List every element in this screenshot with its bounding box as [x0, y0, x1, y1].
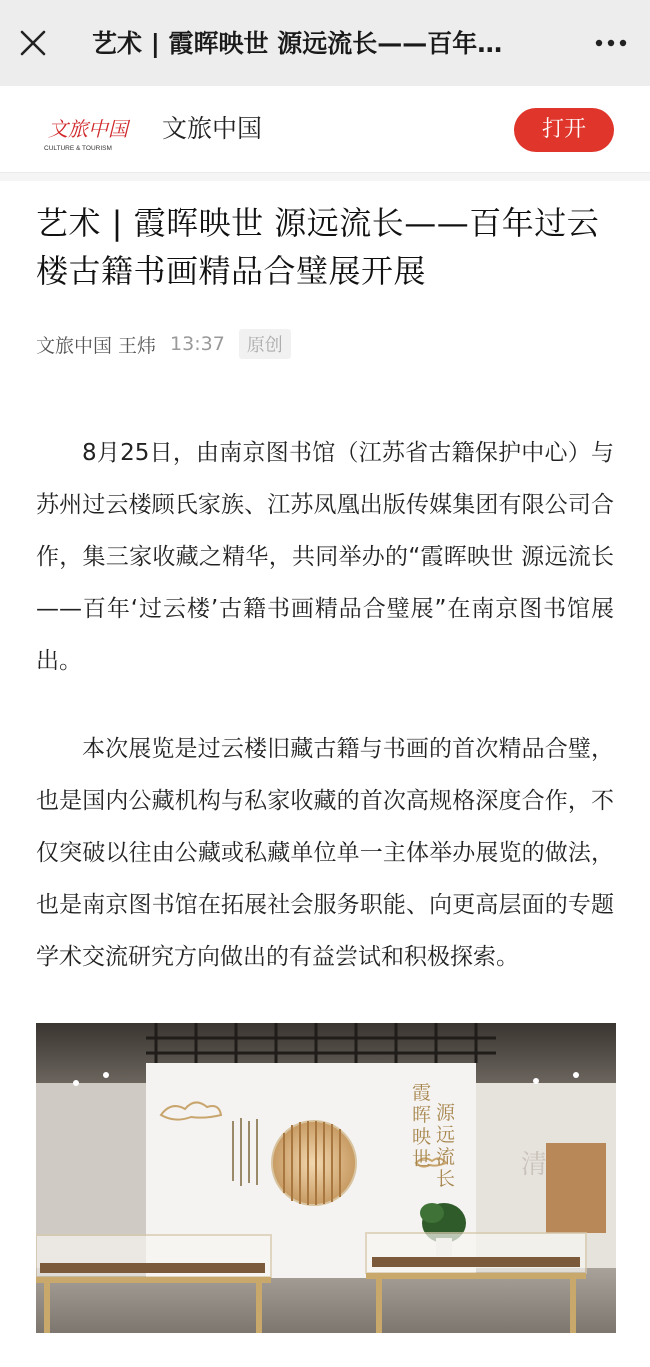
author-link[interactable]: 文旅中国 王炜: [36, 334, 157, 357]
top-nav-bar: [0, 0, 650, 86]
logo-text-sub: CULTURE & TOURISM: [44, 145, 112, 152]
account-logo: [40, 106, 130, 154]
exhibition-photo[interactable]: [36, 1023, 616, 1333]
article-body: [0, 199, 650, 1333]
wall-title-left: 霞晖映世: [412, 1082, 432, 1170]
original-badge: 原创: [239, 329, 291, 359]
divider: [0, 173, 650, 181]
account-bar: [0, 86, 650, 173]
article-paragraph: 本次展览是过云楼旧藏古籍与书画的首次精品合璧，也是国内公藏机构与私家收藏的首次高规格深度合作，不仅突破以往由公藏或私藏单位单一主体举办展览的做法，也是南京图书馆在拓展社会服务职能、向更高层面的专题学术交流研究方向做出的有益尝试和积极探索。: [36, 736, 614, 970]
side-wood-panel: [546, 1143, 606, 1233]
publish-time: 13:37: [170, 333, 225, 355]
open-app-button[interactable]: 打开: [514, 108, 614, 152]
logo-text-main: 文旅中国: [48, 117, 128, 141]
side-wall-char: 清: [521, 1150, 548, 1180]
account-name[interactable]: 文旅中国: [162, 114, 263, 143]
close-icon[interactable]: [18, 28, 48, 58]
more-dots-icon[interactable]: [594, 32, 628, 54]
article-meta: [36, 329, 614, 359]
wall-title-right: 源远流长: [436, 1102, 456, 1190]
article-title: 艺术 | 霞晖映世 源远流长——百年过云楼古籍书画精品合璧展开展: [36, 204, 600, 290]
nav-title: 艺术 | 霞晖映世 源远流长——百年…: [92, 29, 503, 58]
article-paragraph: 8月25日，由南京图书馆（江苏省古籍保护中心）与苏州过云楼顾氏家族、江苏凤凰出版传媒集团有限公司合作，集三家收藏之精华，共同举办的“霞晖映世 源远流长——百年‘过云楼’古籍书画精品合璧展”在南京图书馆展出。: [36, 440, 614, 674]
